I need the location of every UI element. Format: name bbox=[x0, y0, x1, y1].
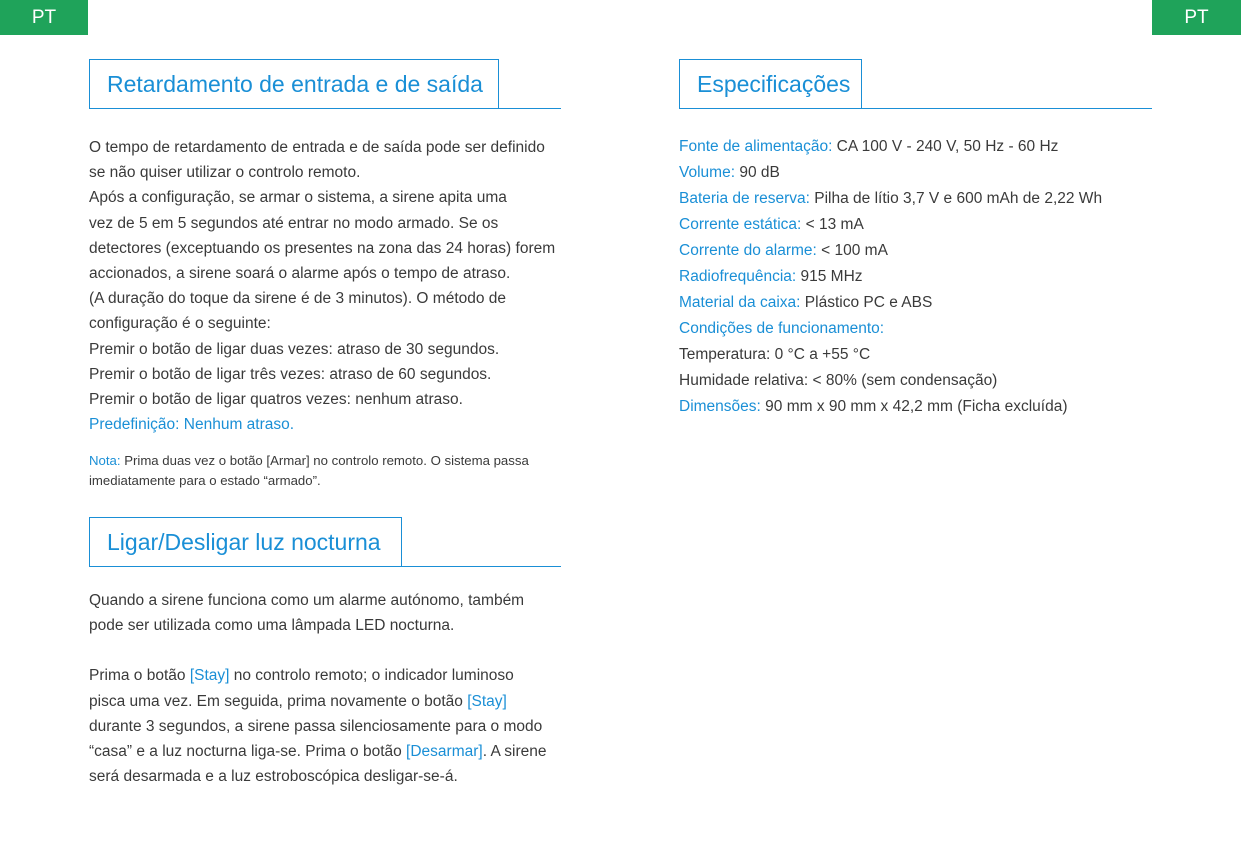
spec-item: Condições de funcionamento: bbox=[679, 320, 885, 337]
body-line: será desarmada e a luz estroboscópica desligar-se-á. bbox=[89, 768, 458, 786]
spec-item: Corrente estática: < 13 mA bbox=[679, 216, 864, 233]
body-line: accionados, a sirene soará o alarme após o tempo de atraso. bbox=[89, 265, 511, 283]
specs-section-heading bbox=[679, 59, 1152, 109]
body-line: Após a configuração, se armar o sistema, a sirene apita uma bbox=[89, 189, 507, 207]
spec-item: Radiofrequência: 915 MHz bbox=[679, 268, 863, 285]
disarm-button-ref: [Desarmar] bbox=[406, 743, 483, 761]
spec-temperature: Temperatura: 0 °C a +55 °C bbox=[679, 346, 871, 363]
night-section-heading bbox=[89, 517, 561, 567]
body-line: (A duração do toque da sirene é de 3 minutos). O método de bbox=[89, 290, 507, 308]
body-line: Premir o botão de ligar três vezes: atraso de 60 segundos. bbox=[89, 365, 492, 383]
body-line: Prima o botão [Stay] no controlo remoto; o indicador luminoso bbox=[89, 667, 514, 685]
body-line: durante 3 segundos, a sirene passa silenciosamente para o modo bbox=[89, 717, 543, 735]
body-line: Premir o botão de ligar quatros vezes: nenhum atraso. bbox=[89, 391, 463, 409]
note-label: Nota: bbox=[89, 453, 121, 468]
spec-item: Volume: 90 dB bbox=[679, 164, 780, 181]
specs-list bbox=[679, 134, 1149, 420]
body-line: Premir o botão de ligar duas vezes: atraso de 30 segundos. bbox=[89, 340, 500, 358]
body-line: configuração é o seguinte: bbox=[89, 315, 271, 333]
spec-item: Corrente do alarme: < 100 mA bbox=[679, 242, 888, 259]
spec-humidity: Humidade relativa: < 80% (sem condensação) bbox=[679, 372, 998, 389]
stay-button-ref: [Stay] bbox=[189, 667, 230, 685]
body-line: pisca uma vez. Em seguida, prima novamente o botão [Stay] bbox=[89, 692, 507, 710]
delay-section-heading bbox=[89, 59, 561, 109]
spec-item: Bateria de reserva: Pilha de lítio 3,7 V e 600 mAh de 2,22 Wh bbox=[679, 190, 1103, 207]
spec-item: Dimensões: 90 mm x 90 mm x 42,2 mm (Ficha excluída) bbox=[679, 398, 1068, 415]
specs-section-title: Especificações bbox=[679, 59, 862, 109]
night-section-title: Ligar/Desligar luz nocturna bbox=[89, 517, 402, 567]
body-line: Quando a sirene funciona como um alarme autónomo, também bbox=[89, 592, 525, 609]
delay-section-title: Retardamento de entrada e de saída bbox=[89, 59, 499, 109]
body-line: se não quiser utilizar o controlo remoto. bbox=[89, 164, 361, 182]
default-setting: Predefinição: Nenhum atraso. bbox=[89, 416, 295, 434]
language-tab-right: PT bbox=[1152, 0, 1241, 35]
note-text: Prima duas vez o botão [Armar] no controlo remoto. O sistema passa bbox=[120, 453, 529, 468]
language-tab-left: PT bbox=[0, 0, 88, 35]
note-text-line2: imediatamente para o estado “armado”. bbox=[89, 473, 321, 488]
night-section-body bbox=[89, 588, 569, 789]
spec-item: Fonte de alimentação: CA 100 V - 240 V, 50 Hz - 60 Hz bbox=[679, 138, 1059, 155]
stay-button-ref: [Stay] bbox=[467, 692, 507, 710]
spec-item: Material da caixa: Plástico PC e ABS bbox=[679, 294, 933, 311]
body-line: vez de 5 em 5 segundos até entrar no modo armado. Se os bbox=[89, 214, 499, 232]
body-line: pode ser utilizada como uma lâmpada LED nocturna. bbox=[89, 617, 455, 635]
delay-note bbox=[89, 451, 569, 491]
body-line: “casa” e a luz nocturna liga-se. Prima o botão [Desarmar]. A sirene bbox=[89, 743, 547, 761]
body-line: O tempo de retardamento de entrada e de saída pode ser definido bbox=[89, 139, 545, 156]
body-line: detectores (exceptuando os presentes na zona das 24 horas) forem bbox=[89, 239, 556, 257]
delay-section-body bbox=[89, 135, 569, 437]
